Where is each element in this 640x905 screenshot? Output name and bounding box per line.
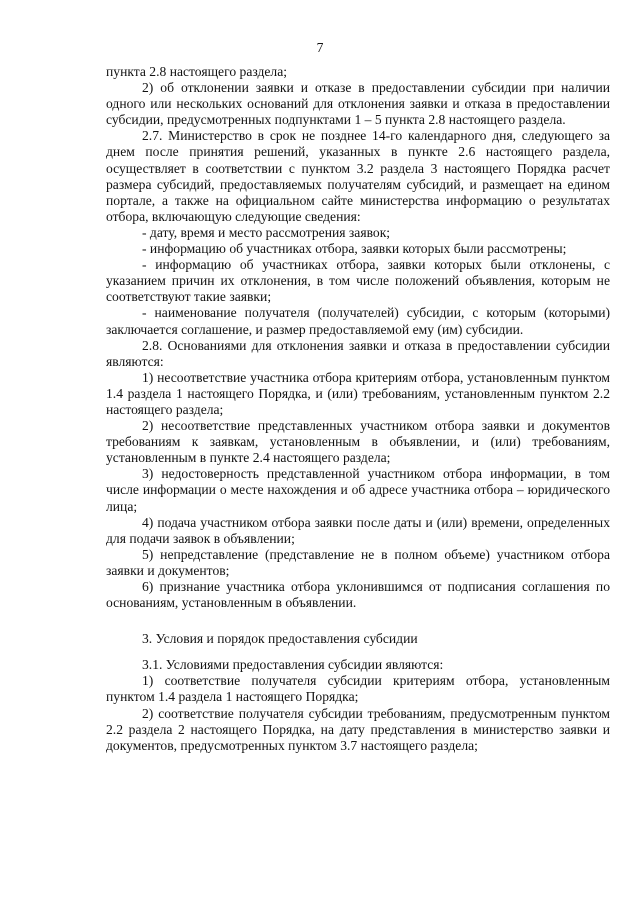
paragraph: 3.1. Условиями предоставления субсидии являются: [142,657,444,673]
paragraph: 2) об отклонении заявки и отказе в предоставлении субсидии при наличии одного или нескольких оснований для отклонения заявки и отказа в предоставлении субсидии, предусмотренных подпунктами 1 – 5 пункта 2.8 настоящего раздела. [106,80,610,128]
list-item: - информацию об участниках отбора, заявки которых были рассмотрены; [142,241,567,257]
list-item: - наименование получателя (получателей) субсидии, с которым (которыми) заключается соглашение, и размер предоставляемой ему (им) субсидии. [106,305,610,337]
list-item: 5) непредставление (представление не в полном объеме) участником отбора заявки и документов; [106,546,610,578]
section-heading: 3. Условия и порядок предоставления субсидии [142,631,418,647]
paragraph: 2.7. Министерство в срок не позднее 14-го календарного дня, следующего за днем после принятия решений, указанных в пункте 2.6 настоящего раздела, осуществляет в соответствии с пунктом 3.2 раздела 3 настоящего Порядка расчет размера субсидий, предоставляемых получателям субсидий, и размещает на едином портале, а также на официальном сайте министерства информацию о результатах отбора, включающую следующие сведения: [106,128,610,224]
page-number: 7 [316,40,324,55]
list-item: 2) соответствие получателя субсидии требованиям, предусмотренным пунктом 2.2 раздела 2 настоящего Порядка, на дату представления в министерство заявки и документов, предусмотренных пунктом 3.7 настоящего раздела; [106,705,610,753]
list-item: - дату, время и место рассмотрения заявок; [142,224,391,240]
paragraph: пункта 2.8 настоящего раздела; [106,64,288,79]
list-item: 1) соответствие получателя субсидии критериям отбора, установленным пунктом 1.4 раздела 1 настоящего Порядка; [106,673,610,705]
list-item: - информацию об участниках отбора, заявки которых были отклонены, с указанием причин их отклонения, в том числе положений объявления, которым не соответствуют такие заявки; [106,257,610,305]
paragraph: 2.8. Основаниями для отклонения заявки и отказа в предоставлении субсидии являются: [106,337,610,369]
list-item: 1) несоответствие участника отбора критериям отбора, установленным пунктом 1.4 раздела 1 настоящего Порядка, и (или) требованиям, установленным пунктом 2.2 настоящего раздела; [106,369,610,417]
list-item: 6) признание участника отбора уклонившимся от подписания соглашения по основаниям, установленным в объявлении. [106,579,610,611]
document-body [106,64,610,754]
list-item: 2) несоответствие представленных участником отбора заявки и документов требованиям к заявкам, установленным в объявлении, и (или) требованиям, установленным в пункте 2.4 настоящего раздела; [106,418,610,466]
list-item: 3) недостоверность представленной участником отбора информации, в том числе информации о месте нахождения и об адресе участника отбора – юридического лица; [106,466,610,514]
list-item: 4) подача участником отбора заявки после даты и (или) времени, определенных для подачи заявок в объявлении; [106,514,610,546]
